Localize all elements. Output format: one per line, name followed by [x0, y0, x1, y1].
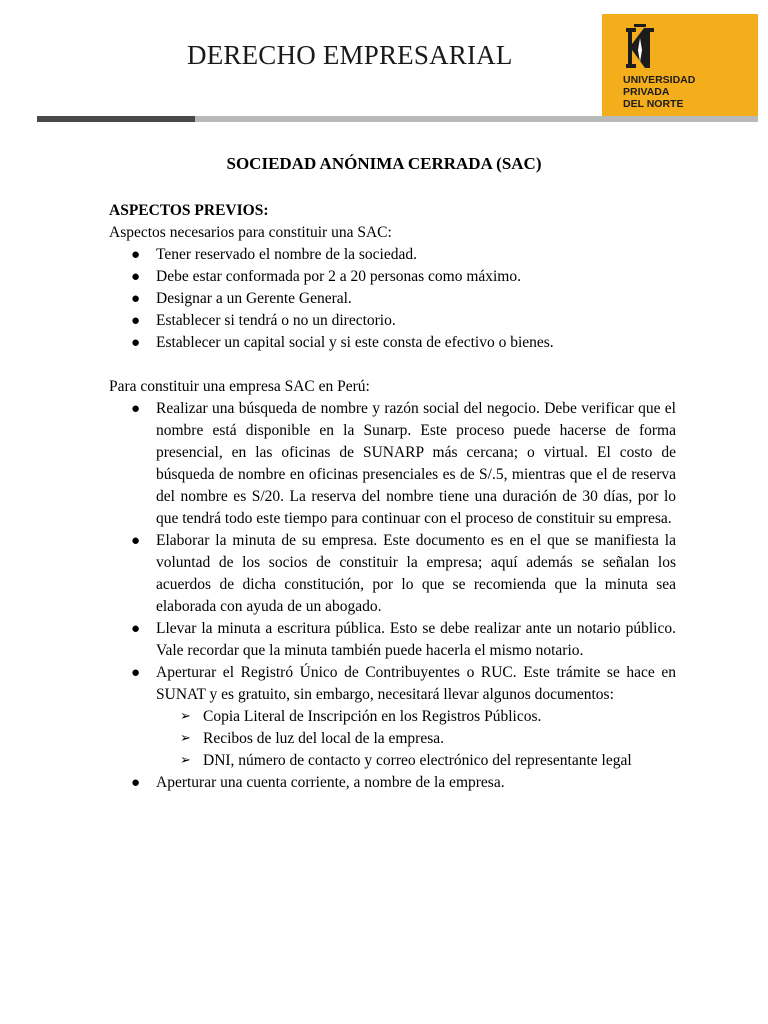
logo-n-mark-icon [623, 24, 657, 70]
requirements-list [109, 244, 676, 354]
steps-list [109, 398, 676, 794]
arrow-bullet-icon: ➢ [180, 731, 191, 746]
documents-sublist [156, 706, 676, 772]
list-item: ● Realizar una búsqueda de nombre y razón social del negocio. Debe verificar que el nombre está disponible en la Sunarp. Este proceso puede hacerse de forma presencial, en las oficinas de SUNARP más cercana; o virtual. El costo de búsqueda de nombre en oficinas presenciales es de S/.5, mientras que el de reserva del nombre es S/20. La reserva del nombre tiene una duración de 30 días, por lo que tendrá todo este tiempo para continuar con el proceso de constituir su empresa. [131, 400, 676, 527]
header-divider-dark [37, 116, 195, 122]
logo-text-line: DEL NORTE [623, 98, 684, 110]
list-item: ● Aperturar una cuenta corriente, a nombre de la empresa. [109, 772, 676, 794]
sublist-item: ➢ Recibos de luz del local de la empresa. [156, 728, 676, 750]
section-intro: Aspectos necesarios para constituir una SAC: [109, 224, 392, 241]
bullet-icon: ● [131, 247, 141, 263]
bullet-icon: ● [131, 313, 141, 329]
list-item: ● Llevar la minuta a escritura pública. Esto se debe realizar ante un notario público. Vale recordar que la minuta también puede hacerla el mismo notario. [131, 620, 676, 659]
bullet-icon: ● [131, 775, 141, 791]
list-item: ● Debe estar conformada por 2 a 20 personas como máximo. [109, 266, 676, 288]
list-item: ● Establecer un capital social y si este consta de efectivo o bienes. [109, 332, 676, 354]
page-header-title: DERECHO EMPRESARIAL [187, 40, 513, 70]
sublist-item: ➢ DNI, número de contacto y correo electrónico del representante legal [156, 750, 676, 772]
header-divider-light [195, 116, 758, 122]
list-item: ● Designar a un Gerente General. [109, 288, 676, 310]
bullet-icon: ● [131, 335, 141, 351]
arrow-bullet-icon: ➢ [180, 753, 191, 768]
document-title: SOCIEDAD ANÓNIMA CERRADA (SAC) [226, 154, 542, 173]
bullet-icon: ● [131, 621, 141, 637]
university-logo [602, 14, 758, 120]
list-item: ● Elaborar la minuta de su empresa. Este documento es en el que se manifiesta la voluntad de los socios de constituir la empresa; aquí además se señalan los acuerdos de dicha constitución, por lo que se recomienda que la minuta sea elaborada con ayuda de un abogado. [131, 532, 676, 615]
bullet-icon: ● [131, 269, 141, 285]
section-heading: ASPECTOS PREVIOS: [109, 202, 269, 219]
logo-text-line: UNIVERSIDAD [623, 74, 696, 86]
bullet-icon: ● [131, 665, 141, 681]
arrow-bullet-icon: ➢ [180, 709, 191, 724]
bullet-icon: ● [131, 401, 141, 417]
section-intro: Para constituir una empresa SAC en Perú: [109, 378, 370, 395]
bullet-icon: ● [131, 291, 141, 307]
list-item: ● Aperturar el Registró Único de Contribuyentes o RUC. Este trámite se hace en SUNAT y es gratuito, sin embargo, necesitará llevar algunos documentos: ➢ Copia Literal de Inscripción en los Registros Públicos. ➢ Recibos de luz del local de la empresa. ➢ DNI, número de contacto y correo electrónico del representante legal [109, 662, 676, 772]
document-body [109, 200, 676, 794]
sublist-item: ➢ Copia Literal de Inscripción en los Registros Públicos. [156, 706, 676, 728]
list-item: ● Tener reservado el nombre de la sociedad. [109, 244, 676, 266]
list-item: ● Establecer si tendrá o no un directorio. [109, 310, 676, 332]
logo-text-line: PRIVADA [623, 86, 670, 98]
bullet-icon: ● [131, 533, 141, 549]
